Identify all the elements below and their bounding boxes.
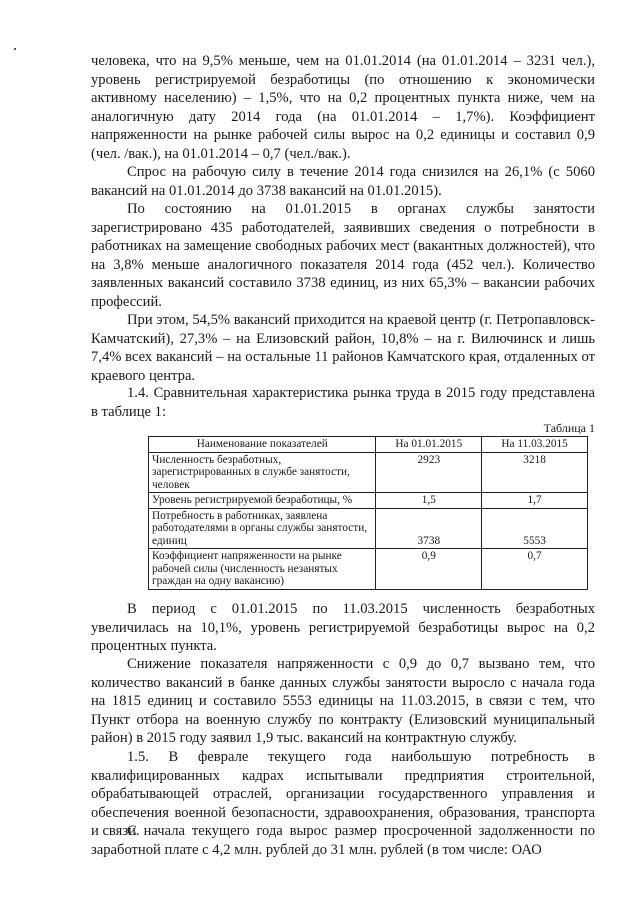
table-header-date-2: На 11.03.2015 [482, 437, 588, 453]
table-caption: Таблица 1 [543, 421, 595, 435]
table-cell-label: Уровень регистрируемой безработицы, % [149, 493, 376, 509]
table-cell-value: 0,9 [376, 549, 482, 590]
paragraph-4: При этом, 54,5% вакансий приходится на краевой центр (г. Петропавловск-Камчатский), 27,3% – на Елизовский район, 10,8% – на г. Вилючинск и лишь 7,4% всех вакансий – на остальные 11 районов Камчатского края, отдаленных от краевого центра. [91, 312, 595, 384]
paragraph-3: По состоянию на 01.01.2015 в органах службы занятости зарегистрировано 435 работодателей, заявивших сведения о потребности в работниках на замещение свободных рабочих мест (вакантных должностей), что на 3,8% меньше аналогичного показателя 2014 года (452 чел.). Количество заявленных вакансий составило 3738 единиц, из них 65,3% – вакансии рабочих профессий. [91, 201, 595, 310]
paragraph-period: В период с 01.01.2015 по 11.03.2015 численность безработных увеличилась на 10,1%, уровень регистрируемой безработицы вырос на 0,2 процентных пункта. [91, 601, 595, 654]
table-row [149, 452, 588, 493]
table-cell-value: 3738 [376, 508, 482, 549]
paragraph-2: Спрос на рабочую силу в течение 2014 года снизился на 26,1% (с 5060 вакансий на 01.01.2014 до 3738 вакансий на 01.01.2015). [91, 164, 595, 199]
paragraph-wage-arrears: С начала текущего года вырос размер просроченной задолженности по заработной плате с 4,2 млн. рублей до 31 млн. рублей (в том числе: ОАО [91, 823, 595, 858]
table-cell-value: 1,7 [482, 493, 588, 509]
table-row [149, 508, 588, 549]
table-cell-value: 1,5 [376, 493, 482, 509]
table-cell-label: Потребность в работниках, заявлена работодателями в органы службы занятости, единиц [149, 508, 376, 549]
table-row [149, 549, 588, 590]
table-cell-value: 5553 [482, 508, 588, 549]
paragraph-1: человека, что на 9,5% меньше, чем на 01.01.2014 (на 01.01.2014 – 3231 чел.), уровень регистрируемой безработицы (по отношению к экономически активному населению) – 1,5%, что на 0,2 процентных пункта ниже, чем на аналогичную дату 2014 года (на 01.01.2014 – 1,7%). Коэффициент напряженности на рынке рабочей силы вырос на 0,2 единицы и составил 0,9 (чел. /вак.), на 01.01.2014 – 0,7 (чел./вак.). [91, 53, 595, 162]
table-header-row [149, 437, 588, 453]
table-cell-value: 2923 [376, 452, 482, 493]
table-cell-label: Коэффициент напряженности на рынке рабочей силы (численность незанятых граждан на одну вакансию) [149, 549, 376, 590]
section-1-5: 1.5. В феврале текущего года наибольшую потребность в квалифицированных кадрах испытывали предприятия строительной, обрабатывающей отраслей, организации государственного управления и обеспечения военной безопасности, здравоохранения, образования, транспорта и связи. [91, 749, 595, 839]
section-1-4-intro: 1.4. Сравнительная характеристика рынка труда в 2015 году представлена в таблице 1: [91, 385, 595, 420]
table-cell-value: 3218 [482, 452, 588, 493]
scan-speck [14, 48, 16, 50]
paragraph-tension: Снижение показателя напряженности с 0,9 до 0,7 вызвано тем, что количество вакансий в банке данных службы занятости выросло с начала года на 1815 единиц и составило 5553 единицы на 11.03.2015, в связи с тем, что Пункт отбора на военную службу по контракту (Елизовский муниципальный район) в 2015 году заявил 1,9 тыс. вакансий на контрактную службу. [91, 656, 595, 746]
table-header-date-1: На 01.01.2015 [376, 437, 482, 453]
table-cell-label: Численность безработных, зарегистрированных в службе занятости, человек [149, 452, 376, 493]
comparison-table [148, 436, 588, 590]
table-row [149, 493, 588, 509]
table-header-indicator: Наименование показателей [149, 437, 376, 453]
table-cell-value: 0,7 [482, 549, 588, 590]
